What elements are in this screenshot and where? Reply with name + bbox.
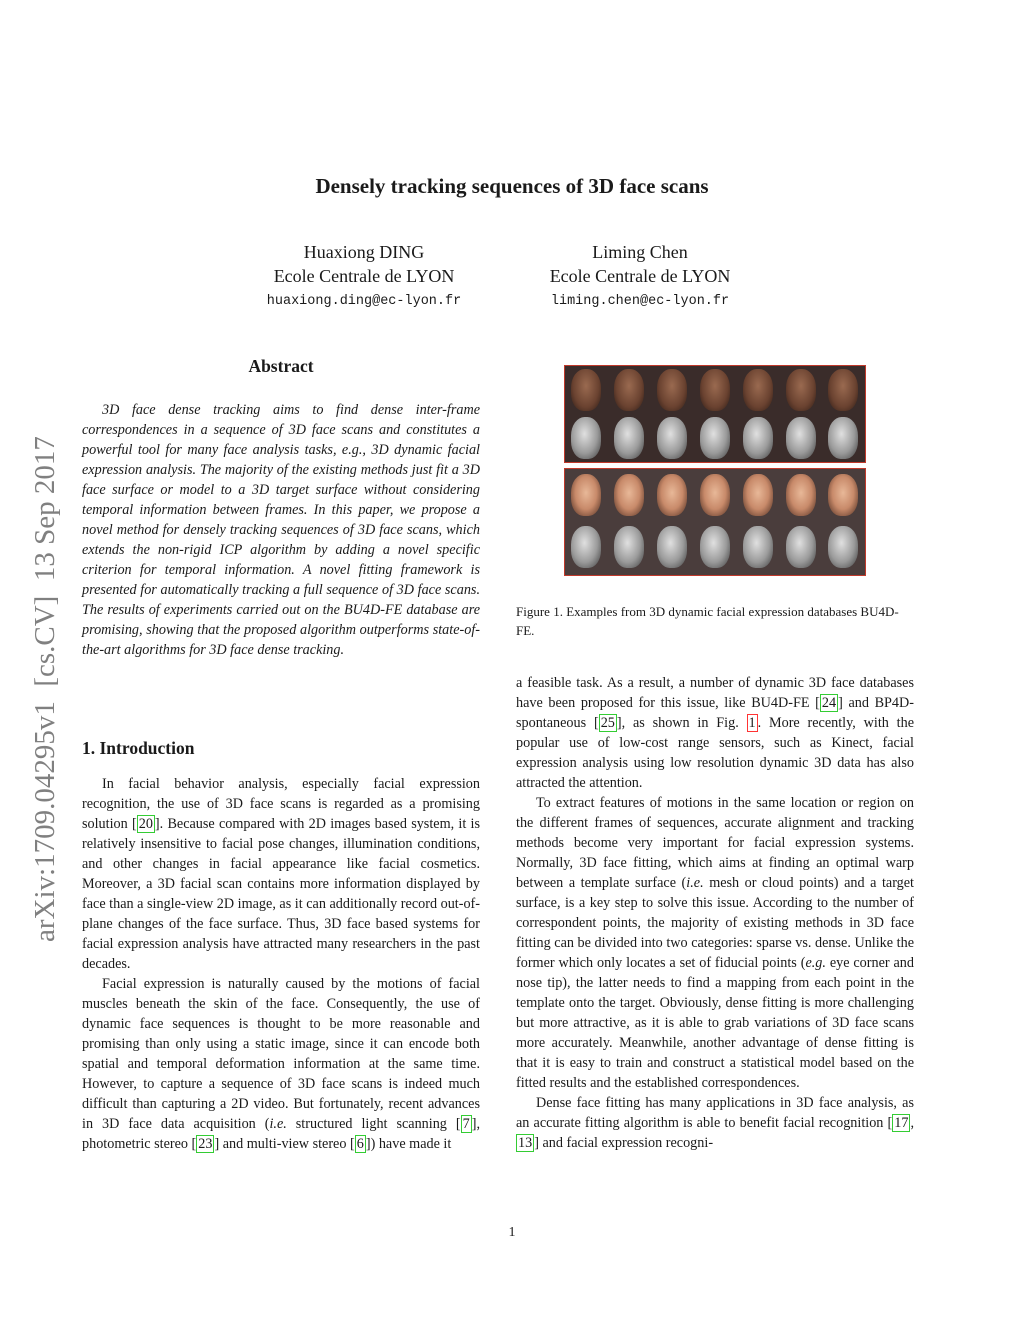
paper-title: Densely tracking sequences of 3D face scans — [315, 174, 709, 198]
figure-1-caption: Figure 1. Examples from 3D dynamic facial expression databases BU4D-FE. — [516, 604, 899, 638]
paragraph: To extract features of motions in the same location or region on the different frames of sequences, accurate alignment and tracking methods become very important for facial expression systems. Normally, 3D face fitting, which aims at finding an optimal warp between a template surface (i.e. mesh or cloud points) and a target surface, is a key step to solve this issue. According to the number of correspondent points, the majority of existing methods in 3D face fitting can be divided into two categories: sparse vs. dense. Unlike the former which only locates a set of fiducial points (e.g. eye corner and nose tip), the latter needs to find a mapping from each point in the template onto the target. Obviously, dense fitting is more challenging but more attractive, as it is able to grab variations of 3D face scans more accurately. Meanwhile, another advantage of dense fitting is that it is easy to train and construct a statistical model based on the fitted results and the established correspondences. — [516, 795, 914, 1091]
face-scan — [786, 417, 816, 459]
figure-1-image — [564, 365, 864, 575]
face-scan — [571, 526, 601, 568]
citation-link[interactable]: 7 — [462, 1116, 470, 1132]
citation-link[interactable]: 17 — [894, 1115, 909, 1131]
face-frame — [571, 474, 601, 516]
citation-link[interactable]: 23 — [198, 1136, 213, 1152]
paragraph: a feasible task. As a result, a number of dynamic 3D face databases have been proposed for this issue, like BU4D-FE [ 24 ] and BP4D-spontaneous [ 25 ], as shown in Fig. 1 . More recently, with the popular use of low-cost range sensors, such as Kinect, facial expression analysis using low resolution dynamic 3D data has also attracted the attention. — [516, 675, 914, 791]
face-scan — [657, 417, 687, 459]
figure-panel-subject-2 — [564, 468, 866, 576]
citation-link[interactable]: 25 — [600, 715, 615, 731]
arxiv-sidebar-stamp — [24, 352, 64, 952]
face-scan — [614, 417, 644, 459]
face-frame — [614, 369, 644, 411]
face-scan — [828, 526, 858, 568]
citation-link[interactable]: 6 — [356, 1136, 364, 1152]
arxiv-id: arXiv:1709.04295v1 [cs.CV] 13 Sep 2017 — [29, 436, 61, 942]
author-block-1 — [214, 240, 514, 314]
face-scan — [743, 417, 773, 459]
figure-reference-link[interactable]: 1 — [748, 715, 756, 731]
author-name: Liming Chen — [592, 242, 688, 262]
figure-panel-subject-1 — [564, 365, 866, 463]
paragraph: Dense face fitting has many applications in 3D face analysis, as an accurate fitting algorithm is able to benefit facial recognition [ 17 , 13 ] and facial expression recogni- — [516, 1095, 914, 1151]
face-frame — [614, 474, 644, 516]
citation-link[interactable]: 13 — [518, 1135, 533, 1151]
author-block-2 — [490, 240, 790, 314]
abstract-heading: Abstract — [248, 356, 314, 376]
face-frame — [786, 474, 816, 516]
face-frame — [657, 369, 687, 411]
face-frame — [700, 369, 730, 411]
paragraph: Facial expression is naturally caused by the motions of facial muscles beneath the skin of the face. Consequently, the use of dynamic face sequences is thought to be more reasonable and promising than only using a static image, since it can encode both spatial and temporal deformation information at the same time. However, to capture a sequence of 3D face scans is indeed much difficult than capturing a 2D video. But fortunately, recent advances in 3D face data acquisition (i.e. structured light scanning [ 7 ], photometric stereo [ 23 ] and multi-view stereo [ 6 ]) have made it — [82, 976, 480, 1152]
citation-link[interactable]: 20 — [138, 816, 153, 832]
face-frame — [828, 369, 858, 411]
author-affiliation: Ecole Centrale de LYON — [273, 266, 455, 286]
section-heading-introduction: 1. Introduction — [82, 738, 195, 758]
face-scan — [700, 526, 730, 568]
author-affiliation: Ecole Centrale de LYON — [549, 266, 731, 286]
face-frame — [786, 369, 816, 411]
face-frame — [657, 474, 687, 516]
right-column-body — [516, 673, 914, 1153]
face-scan — [828, 417, 858, 459]
face-scan — [786, 526, 816, 568]
face-scan — [614, 526, 644, 568]
author-name: Huaxiong DING — [303, 242, 425, 262]
face-scan — [571, 417, 601, 459]
face-texture-row — [565, 366, 865, 414]
abstract-text: 3D face dense tracking aims to find dense inter-frame correspondences in a sequence of 3D face scans and constitutes a powerful tool for many face analysis tasks, e.g., 3D dynamic facial expression analysis. The majority of the existing methods just fit a 3D face surface or model to a 3D target surface without considering temporal information between frames. In this paper, we propose a novel method for densely tracking sequences of 3D face scans, which extends the non-rigid ICP algorithm by adding a novel specific criterion for temporal information. A novel fitting framework is presented for automatically tracking a full sequence of 3D face scans. The results of experiments carried out on the BU4D-FE database are promising, showing that the proposed algorithm outperforms state-of-the-art algorithms for 3D face dense tracking. — [82, 402, 480, 658]
introduction-body — [82, 774, 480, 1154]
face-texture-row — [565, 471, 865, 519]
author-email: huaxiong.ding@ec-lyon.fr — [266, 294, 462, 309]
page-number: 1 — [508, 1225, 516, 1240]
face-frame — [828, 474, 858, 516]
face-scan — [700, 417, 730, 459]
face-frame — [571, 369, 601, 411]
citation-link[interactable]: 24 — [821, 695, 837, 711]
face-scan — [657, 526, 687, 568]
paragraph: In facial behavior analysis, especially facial expression recognition, the use of 3D face scans is regarded as a promising solution [ 20 ]. Because compared with 2D images based system, it is relatively insensitive to facial pose changes, illumination conditions, and other changes in facial appearance like facial cosmetics. Moreover, a 3D facial scan contains more information displayed by face than a single-view 2D image, as it can additionally record out-of-plane changes of the face surface. Thus, 3D face based systems for facial expression analysis have attracted many researchers in the past decades. — [82, 776, 480, 972]
face-frame — [743, 474, 773, 516]
face-scan — [743, 526, 773, 568]
face-frame — [700, 474, 730, 516]
face-scan-row — [565, 523, 865, 571]
face-scan-row — [565, 414, 865, 462]
author-email: liming.chen@ec-lyon.fr — [550, 294, 730, 309]
face-frame — [743, 369, 773, 411]
